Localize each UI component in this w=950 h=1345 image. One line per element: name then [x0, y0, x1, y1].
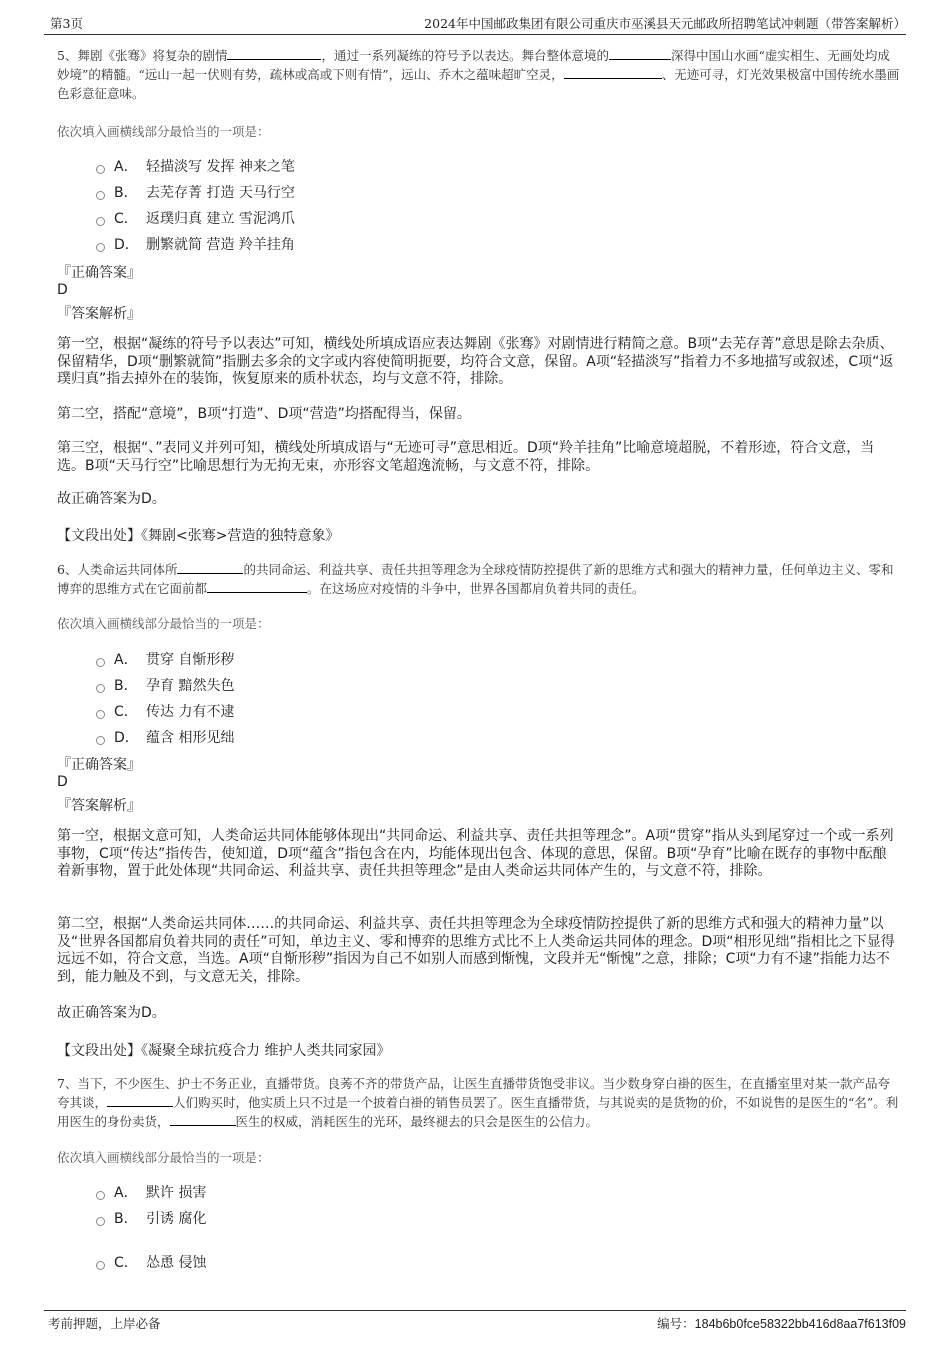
- q7-option-b[interactable]: B． 引诱 腐化: [96, 1207, 206, 1229]
- q6-answer: D: [57, 774, 68, 790]
- q7-text-1: 7、当下，不少医生、护士不务正业，直播带货。良莠不齐的带货产品，让医生直播带货饱受非议。当少数身穿白褂的医生，在直播室里对某一款产品夸夸其谈，: [57, 1076, 890, 1110]
- q5-option-b[interactable]: B． 去芜存菁 打造 天马行空: [96, 181, 295, 203]
- q6-option-d[interactable]: D． 蕴含 相形见绌: [96, 726, 234, 748]
- q6-analysis-2: 第二空，根据“人类命运共同体……的共同命运、利益共享、责任共担等理念为全球疫情防控提供了新的思维方式和强大的精神力量”以及“世界各国都肩负着共同的责任”可知，单边主义、零和博弈的思维方式比不上人类命运共同体的理念。D项“相形见绌”指相比之下显得远远不如，符合文意，当选。A项“自惭形秽”指因为自己不如别人而感到惭愧，文段并无“惭愧”之意，排除；C项“力有不逮”指能力达不到，能力触及不到，与文意无关，排除。: [57, 916, 895, 985]
- q6-answer-label: 『正确答案』: [57, 757, 141, 773]
- q5-option-d[interactable]: D． 删繁就简 营造 羚羊挂角: [96, 233, 295, 255]
- footer-code: 编号：184b6b0fce58322bb416d8aa7f613f09: [657, 1316, 906, 1331]
- q6-text-1: 6、人类命运共同体所: [57, 562, 178, 577]
- q5-blank-1: [227, 46, 321, 60]
- q5-blank-2: [609, 46, 671, 60]
- q5-answer: D: [57, 282, 68, 298]
- radio-icon[interactable]: [96, 710, 105, 719]
- footer-divider: [44, 1310, 906, 1311]
- q6-text-3: 。在这场应对疫情的斗争中，世界各国都肩负着共同的责任。: [307, 581, 645, 596]
- page-header: [50, 14, 906, 34]
- q7-blank-1: [107, 1093, 173, 1107]
- q7-blank-2: [170, 1112, 236, 1126]
- q5-analysis-2: 第二空，搭配“意境”，B项“打造”、D项“营造”均搭配得当，保留。: [57, 406, 471, 422]
- q6-option-c[interactable]: C． 传达 力有不逮: [96, 700, 234, 722]
- q5-analysis-4: 故正确答案为D。: [57, 491, 166, 507]
- q7-text-3: 医生的权威，消耗医生的光环，最终褪去的只会是医生的公信力。: [235, 1114, 599, 1129]
- question-5-stem: [57, 46, 900, 103]
- question-6-stem: [57, 560, 900, 598]
- radio-icon[interactable]: [96, 1217, 105, 1226]
- q5-option-c[interactable]: C． 返璞归真 建立 雪泥鸿爪: [96, 207, 295, 229]
- q6-source: 【文段出处】《凝聚全球抗疫合力 维护人类共同家园》: [57, 1043, 391, 1059]
- q6-analysis-1: 第一空，根据文意可知，人类命运共同体能够体现出“共同命运、利益共享、责任共担等理念”。A项“贯穿”指从头到尾穿过一个或一系列事物，C项“传达”指传告，使知道，D项“蕴含”指包含在内，均能体现出包含、体现的意思，保留。B项“孕育”比喻在既存的事物中酝酿着新事物，置于此处体现“共同命运、利益共享、责任共担等理念”是由人类命运共同体产生的，与文意不符，排除。: [57, 828, 894, 879]
- q6-option-b[interactable]: B． 孕育 黯然失色: [96, 674, 234, 696]
- q6-analysis-label: 『答案解析』: [57, 798, 141, 814]
- q6-option-a[interactable]: A． 贯穿 自惭形秽: [96, 648, 234, 670]
- q7-prompt: 依次填入画横线部分最恰当的一项是：: [57, 1150, 270, 1165]
- q5-text-1: 5、舞剧《张骞》将复杂的剧情: [57, 48, 228, 63]
- q5-prompt: 依次填入画横线部分最恰当的一项是：: [57, 124, 270, 139]
- page-number: 第3页: [50, 16, 83, 31]
- q7-text-2: 人们购买时，他实质上只不过是一个披着白褂的销售员罢了。医生直播带货，与其说卖的是货物的价，不如说售的是医生的“名”。利用医生的身份卖货，: [57, 1095, 899, 1129]
- q5-source: 【文段出处】《舞剧<张骞>营造的独特意象》: [57, 528, 340, 544]
- radio-icon[interactable]: [96, 191, 105, 200]
- q6-analysis-3: 故正确答案为D。: [57, 1005, 166, 1021]
- q5-blank-3: [564, 65, 662, 79]
- radio-icon[interactable]: [96, 217, 105, 226]
- radio-icon[interactable]: [96, 243, 105, 252]
- q5-text-4: 、无迹可寻，灯光效果极富中国传统水墨画色彩意征意味。: [57, 67, 900, 101]
- q6-text-2: 的共同命运、利益共享、责任共担等理念为全球疫情防控提供了新的思维方式和强大的精神力量，任何单边主义、零和博弈的思维方式在它面前都: [57, 562, 894, 596]
- q7-option-c[interactable]: C． 怂恿 侵蚀: [96, 1251, 206, 1273]
- q5-analysis-3: 第三空，根据“、”表同义并列可知，横线处所填成语与“无迹可寻”意思相近。D项“羚羊挂角”比喻意境超脱，不着形迹，符合文意，当选。B项“天马行空”比喻思想行为无拘无束，亦形容文笔超逸流畅，与文意不符，排除。: [57, 440, 875, 474]
- radio-icon[interactable]: [96, 684, 105, 693]
- q5-text-2: ，通过一系列凝练的符号予以表达。舞台整体意境的: [321, 48, 609, 63]
- q6-prompt: 依次填入画横线部分最恰当的一项是：: [57, 616, 270, 631]
- radio-icon[interactable]: [96, 658, 105, 667]
- header-divider: [44, 34, 906, 35]
- q7-option-a[interactable]: A． 默许 损害: [96, 1181, 206, 1203]
- radio-icon[interactable]: [96, 1191, 105, 1200]
- footer-slogan: 考前押题，上岸必备: [48, 1316, 161, 1331]
- q6-blank-2: [207, 579, 307, 593]
- document-title: 2024年中国邮政集团有限公司重庆市巫溪县天元邮政所招聘笔试冲刺题（带答案解析）: [424, 16, 906, 31]
- radio-icon[interactable]: [96, 165, 105, 174]
- question-7-stem: [57, 1074, 900, 1131]
- q5-option-a[interactable]: A． 轻描淡写 发挥 神来之笔: [96, 155, 295, 177]
- q5-text-3: 深得中国山水画“虚实相生、无画处均成妙境”的精髓。“远山一起一伏则有势，疏林或高或下则有情”，远山、乔木之蕴味超旷空灵，: [57, 48, 890, 82]
- q5-analysis-label: 『答案解析』: [57, 306, 141, 322]
- radio-icon[interactable]: [96, 736, 105, 745]
- radio-icon[interactable]: [96, 1261, 105, 1270]
- q5-answer-label: 『正确答案』: [57, 265, 141, 281]
- q6-blank-1: [177, 560, 243, 574]
- q5-analysis-1: 第一空，根据“凝练的符号予以表达”可知，横线处所填成语应表达舞剧《张骞》对剧情进行精简之意。B项“去芜存菁”意思是除去杂质、保留精华，D项“删繁就简”指删去多余的文字或内容使简明扼要，均符合文意，保留。A项“轻描淡写”指着力不多地描写或叙述，C项“返璞归真”指去掉外在的装饰，恢复原来的质朴状态，均与文意不符，排除。: [57, 336, 894, 387]
